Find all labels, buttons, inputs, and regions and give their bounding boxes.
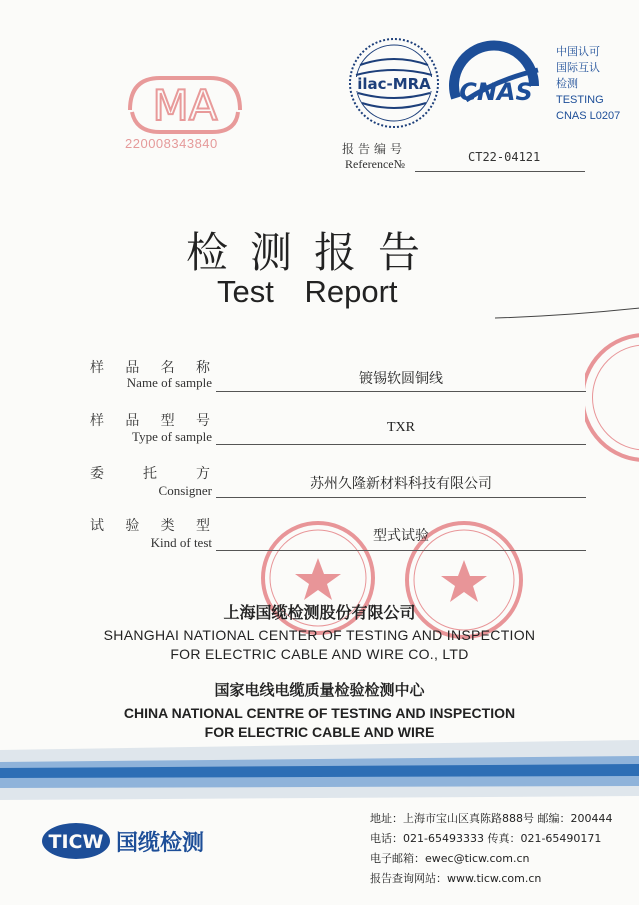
footer-phone: 电话：021-65493333 传真：021-65490171 [370,832,602,845]
field-name-cn: 样 品 名 称 [90,360,210,376]
cnas-line-4: TESTING [556,94,604,106]
footer-website: 报告查询网站：www.ticw.com.cn [370,872,542,885]
seal-edge [585,330,639,465]
ilac-mra-logo [346,35,442,131]
cnas-text: CNAS [459,78,533,106]
company-name-en-line2: FOR ELECTRIC CABLE AND WIRE CO., LTD [170,646,469,662]
centre-name-en-line1: CHINA NATIONAL CENTRE OF TESTING AND INSPECTION [123,705,516,721]
field-consigner-underline [216,497,586,498]
reference-underline [415,171,585,172]
title-cn: 检测报告 [186,228,443,277]
ticw-logo [40,819,220,863]
ma-stamp [120,70,250,140]
ma-number: 220008343840 [125,136,218,151]
company-name-cn: 上海国缆检测股份有限公司 [223,603,416,622]
reference-label-en: Reference№ [345,157,406,171]
reference-number: CT22-04121 [468,150,541,164]
cnas-line-3: 检测 [556,77,578,90]
decorative-bands [0,738,639,808]
ticw-cn: 国缆检测 [116,831,205,856]
title-en: Test Report [217,274,398,309]
ilac-text: ilac-MRA [357,75,431,93]
field-kind-en: Kind of test [150,535,212,550]
field-kind-underline [216,550,586,551]
cnas-logo [446,40,546,130]
ma-letters: MA [152,81,218,130]
footer-address: 地址：上海市宝山区真陈路888号 邮编：200444 [370,812,613,825]
title-decoration [495,304,639,324]
ticw-letters: TICW [48,831,104,853]
field-kind-value: 型式试验 [373,528,429,544]
field-name-en: Name of sample [126,375,212,390]
company-name-en-line1: SHANGHAI NATIONAL CENTER OF TESTING AND INSPECTION [103,627,536,643]
reference-label-cn: 报告编号 [342,142,407,156]
cnas-line-5: CNAS L0207 [556,110,621,122]
centre-name-cn: 国家电线电缆质量检验检测中心 [214,681,425,699]
field-kind-cn: 试 验 类 型 [90,518,210,534]
centre-name-en-line2: FOR ELECTRIC CABLE AND WIRE [204,724,435,740]
field-type-value: TXR [387,420,415,435]
field-type-cn: 样 品 型 号 [90,413,210,429]
field-type-en: Type of sample [132,429,212,444]
field-name-underline [216,391,586,392]
field-name-value: 镀锡软圆铜线 [359,371,443,387]
footer-email: 电子邮箱：ewec@ticw.com.cn [370,852,530,865]
field-consigner-value: 苏州久隆新材料科技有限公司 [310,476,492,492]
cnas-line-2: 国际互认 [556,61,600,74]
field-type-underline [216,444,586,445]
field-consigner-en: Consigner [158,483,212,498]
cnas-line-1: 中国认可 [556,45,600,58]
field-consigner-cn: 委 托 方 [90,466,210,482]
